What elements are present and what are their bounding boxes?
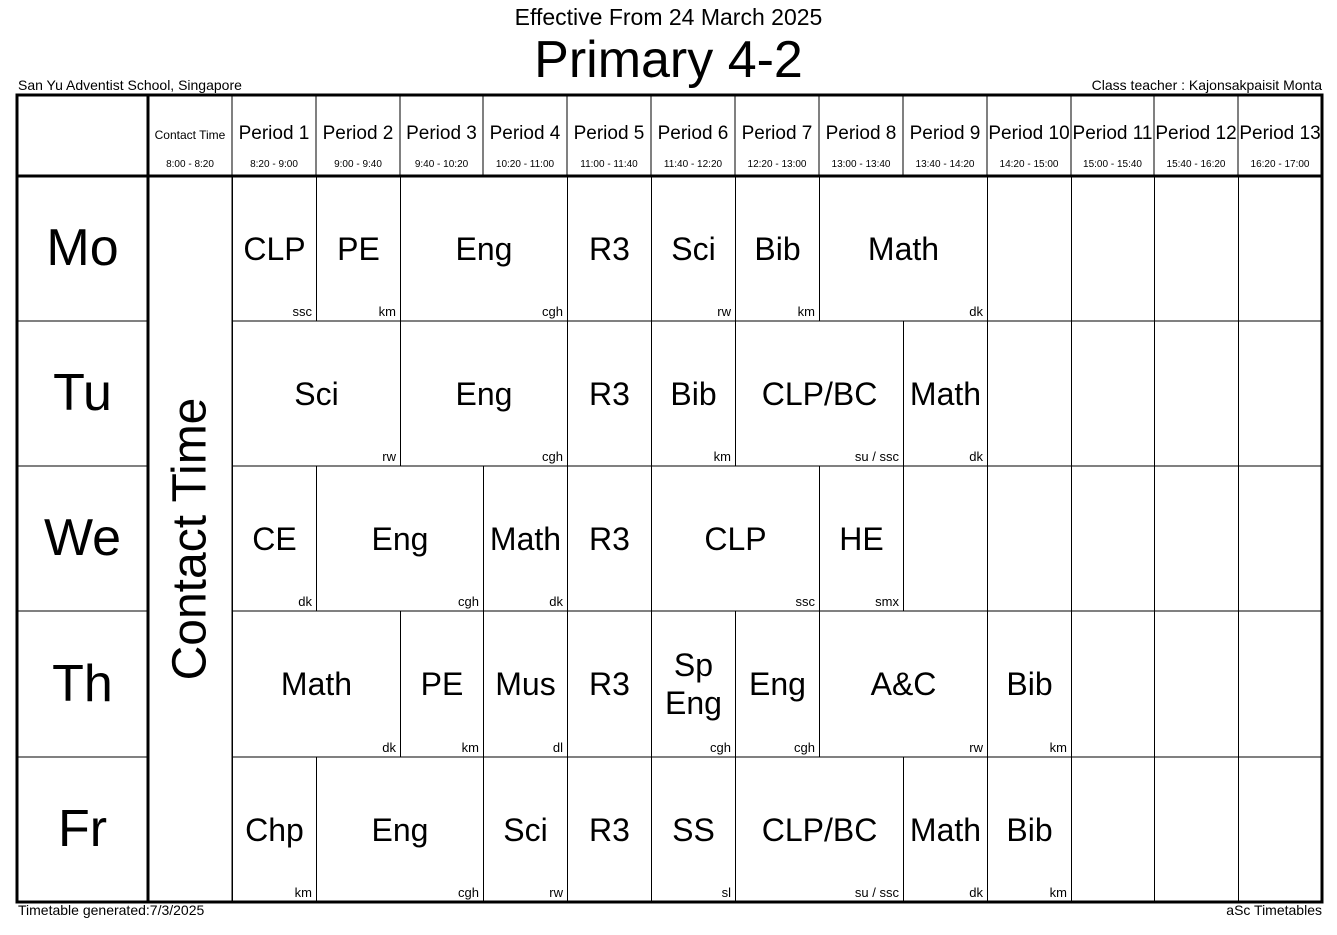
period-time: 10:20 - 11:00 <box>495 159 555 170</box>
brand-label: aSc Timetables <box>1226 902 1322 918</box>
empty-cell <box>1154 176 1238 321</box>
lesson-teacher: dk <box>969 449 983 464</box>
lesson-subject: A&C <box>870 666 937 702</box>
lesson-teacher: km <box>713 449 731 464</box>
empty-cell <box>987 321 1071 466</box>
period-header <box>987 95 1071 176</box>
lesson-cell <box>567 321 651 466</box>
lesson-cell <box>567 757 651 902</box>
lesson-teacher: km <box>1049 885 1067 900</box>
period-header <box>819 95 903 176</box>
period-time: 16:20 - 17:00 <box>1250 159 1310 170</box>
lesson-cell <box>987 757 1071 902</box>
lesson-cell <box>232 176 316 321</box>
period-header <box>232 95 316 176</box>
lesson-teacher: dk <box>969 304 983 319</box>
lesson-cell <box>735 321 903 466</box>
empty-cell <box>903 466 987 611</box>
lesson-cell <box>316 757 483 902</box>
lesson-cell <box>232 611 400 757</box>
day-label: We <box>43 509 122 567</box>
generated-date: Timetable generated:7/3/2025 <box>18 902 205 918</box>
lesson-teacher: ssc <box>292 304 312 319</box>
lesson-teacher: cgh <box>458 594 479 609</box>
period-name: Period 3 <box>406 123 477 144</box>
lesson-teacher: km <box>378 304 396 319</box>
lesson-cell <box>232 321 400 466</box>
lesson-teacher: cgh <box>458 885 479 900</box>
lesson-teacher: cgh <box>542 304 563 319</box>
lesson-subject: Math <box>909 375 982 412</box>
period-name: Period 2 <box>322 123 394 144</box>
lesson-teacher: rw <box>969 740 983 755</box>
lesson-teacher: rw <box>382 449 396 464</box>
lesson-cell <box>735 611 819 757</box>
lesson-subject: Bib <box>1006 811 1053 848</box>
period-name: Period 12 <box>1155 123 1237 144</box>
lesson-subject: Math <box>867 230 940 267</box>
lesson-subject: Sci <box>671 230 716 267</box>
lesson-cell <box>735 176 819 321</box>
lesson-teacher: sl <box>721 885 731 900</box>
lesson-teacher: su / ssc <box>854 449 899 464</box>
period-header <box>735 95 819 176</box>
lesson-subject: CE <box>252 520 297 557</box>
empty-cell <box>1238 611 1322 757</box>
empty-cell <box>987 176 1071 321</box>
lesson-teacher: su / ssc <box>854 885 899 900</box>
lesson-teacher: dk <box>382 740 396 755</box>
lesson-teacher: km <box>797 304 815 319</box>
class-teacher: Class teacher : Kajonsakpaisit Monta <box>1091 77 1322 93</box>
period-time: 14:20 - 15:00 <box>999 159 1059 170</box>
lesson-subject: Bib <box>754 230 801 267</box>
period-name: Period 13 <box>1239 123 1321 144</box>
lesson-subject: PE <box>420 666 464 702</box>
lesson-cell <box>819 611 987 757</box>
lesson-teacher: km <box>294 885 312 900</box>
period-time: 11:00 - 11:40 <box>580 159 638 170</box>
lesson-teacher: cgh <box>542 449 563 464</box>
lesson-cell <box>483 757 567 902</box>
lesson-teacher: cgh <box>710 740 731 755</box>
lesson-cell <box>483 611 567 757</box>
empty-cell <box>1071 176 1154 321</box>
lesson-teacher: dk <box>549 594 563 609</box>
period-time: 15:00 - 15:40 <box>1083 159 1142 170</box>
lesson-teacher: km <box>461 740 479 755</box>
lesson-subject: Bib <box>670 375 717 412</box>
lesson-subject: Sci <box>294 375 339 412</box>
period-time: 8:00 - 8:20 <box>166 159 214 170</box>
period-name: Period 11 <box>1072 123 1153 144</box>
period-time: 13:40 - 14:20 <box>915 159 975 170</box>
lesson-teacher: dk <box>298 594 312 609</box>
lesson-teacher: cgh <box>794 740 815 755</box>
effective-date: Effective From 24 March 2025 <box>514 4 823 30</box>
period-time: 9:00 - 9:40 <box>334 159 382 170</box>
empty-cell <box>1071 757 1154 902</box>
empty-cell <box>1238 321 1322 466</box>
lesson-subject: R3 <box>589 520 630 557</box>
empty-cell <box>1071 611 1154 757</box>
period-name: Period 5 <box>573 123 645 144</box>
lesson-teacher: dk <box>969 885 983 900</box>
lesson-subject: Sci <box>503 811 548 848</box>
lesson-subject: CLP <box>704 520 767 557</box>
lesson-subject: Eng <box>455 230 513 267</box>
contact-time-label: Contact Time <box>163 397 217 681</box>
lesson-cell <box>400 176 567 321</box>
lesson-subject: Eng <box>749 666 806 702</box>
lesson-cell <box>567 176 651 321</box>
lesson-subject: R3 <box>589 230 630 267</box>
period-header <box>1071 95 1154 176</box>
day-label: Fr <box>57 800 108 858</box>
lesson-cell <box>819 466 903 611</box>
lesson-cell <box>567 611 651 757</box>
period-time: 8:20 - 9:00 <box>250 159 298 170</box>
period-header <box>483 95 567 176</box>
period-header <box>903 95 987 176</box>
lesson-teacher: dl <box>552 740 563 755</box>
period-name: Period 4 <box>489 123 561 144</box>
lesson-subject: SS <box>672 811 715 848</box>
lesson-subject: Eng <box>371 811 429 848</box>
period-name: Period 7 <box>741 123 813 144</box>
page-title: Primary 4-2 <box>534 31 803 89</box>
lesson-subject: Sp Eng <box>665 647 722 721</box>
period-time: 13:00 - 13:40 <box>831 159 891 170</box>
empty-cell <box>1238 466 1322 611</box>
lesson-subject: Math <box>489 520 562 557</box>
lesson-cell <box>735 757 903 902</box>
lesson-cell <box>316 466 483 611</box>
lesson-subject: PE <box>337 230 380 267</box>
lesson-subject: Mus <box>495 666 556 702</box>
lesson-subject: R3 <box>589 375 630 412</box>
school-name: San Yu Adventist School, Singapore <box>18 77 242 93</box>
lesson-cell <box>651 466 819 611</box>
lesson-cell <box>400 611 483 757</box>
empty-cell <box>1154 466 1238 611</box>
lesson-cell <box>651 611 735 757</box>
lesson-cell <box>232 757 316 902</box>
lesson-teacher: rw <box>549 885 563 900</box>
period-header <box>400 95 483 176</box>
period-name: Period 6 <box>657 123 729 144</box>
period-time: 12:20 - 13:00 <box>747 159 807 170</box>
empty-cell <box>1154 757 1238 902</box>
lesson-subject: CLP/BC <box>761 811 878 848</box>
lesson-subject: Eng <box>455 375 513 412</box>
lesson-subject: R3 <box>589 666 630 702</box>
lesson-cell <box>903 757 987 902</box>
lesson-cell <box>400 321 567 466</box>
period-time: 9:40 - 10:20 <box>414 159 469 170</box>
empty-cell <box>1238 176 1322 321</box>
day-label: Tu <box>53 364 112 422</box>
lesson-cell <box>316 176 400 321</box>
period-time: 15:40 - 16:20 <box>1166 159 1226 170</box>
lesson-subject: Bib <box>1006 666 1053 702</box>
period-time: 11:40 - 12:20 <box>663 159 723 170</box>
period-header <box>316 95 400 176</box>
lesson-teacher: ssc <box>795 594 815 609</box>
lesson-subject: CLP <box>243 230 306 267</box>
day-label: Th <box>52 655 113 713</box>
empty-cell <box>1154 321 1238 466</box>
period-header <box>567 95 651 176</box>
contact-time-column <box>148 176 232 902</box>
lesson-teacher: km <box>1049 740 1067 755</box>
period-name: Period 9 <box>909 123 981 144</box>
lesson-subject: Chp <box>245 811 304 848</box>
lesson-cell <box>651 321 735 466</box>
period-name: Period 10 <box>988 123 1070 144</box>
period-name: Period 8 <box>825 123 897 144</box>
lesson-subject: CLP/BC <box>761 375 878 412</box>
lesson-subject: Math <box>909 811 982 848</box>
empty-cell <box>1154 611 1238 757</box>
period-header <box>1154 95 1238 176</box>
lesson-teacher: rw <box>717 304 731 319</box>
period-header <box>1238 95 1322 176</box>
lesson-cell <box>903 321 987 466</box>
empty-cell <box>987 466 1071 611</box>
empty-cell <box>1071 466 1154 611</box>
empty-cell <box>1238 757 1322 902</box>
period-header <box>651 95 735 176</box>
lesson-cell <box>651 757 735 902</box>
lesson-subject: Eng <box>371 520 429 557</box>
lesson-subject: Math <box>280 666 353 702</box>
lesson-cell <box>651 176 735 321</box>
day-label: Mo <box>46 219 119 277</box>
lesson-teacher: smx <box>875 594 899 609</box>
lesson-cell <box>232 466 316 611</box>
period-name: Contact Time <box>154 128 226 142</box>
empty-cell <box>1071 321 1154 466</box>
period-name: Period 1 <box>238 123 310 144</box>
lesson-subject: HE <box>839 520 884 557</box>
lesson-cell <box>483 466 567 611</box>
period-header <box>148 95 232 176</box>
lesson-cell <box>567 466 651 611</box>
lesson-subject: R3 <box>589 811 630 848</box>
lesson-cell <box>987 611 1071 757</box>
lesson-cell <box>819 176 987 321</box>
